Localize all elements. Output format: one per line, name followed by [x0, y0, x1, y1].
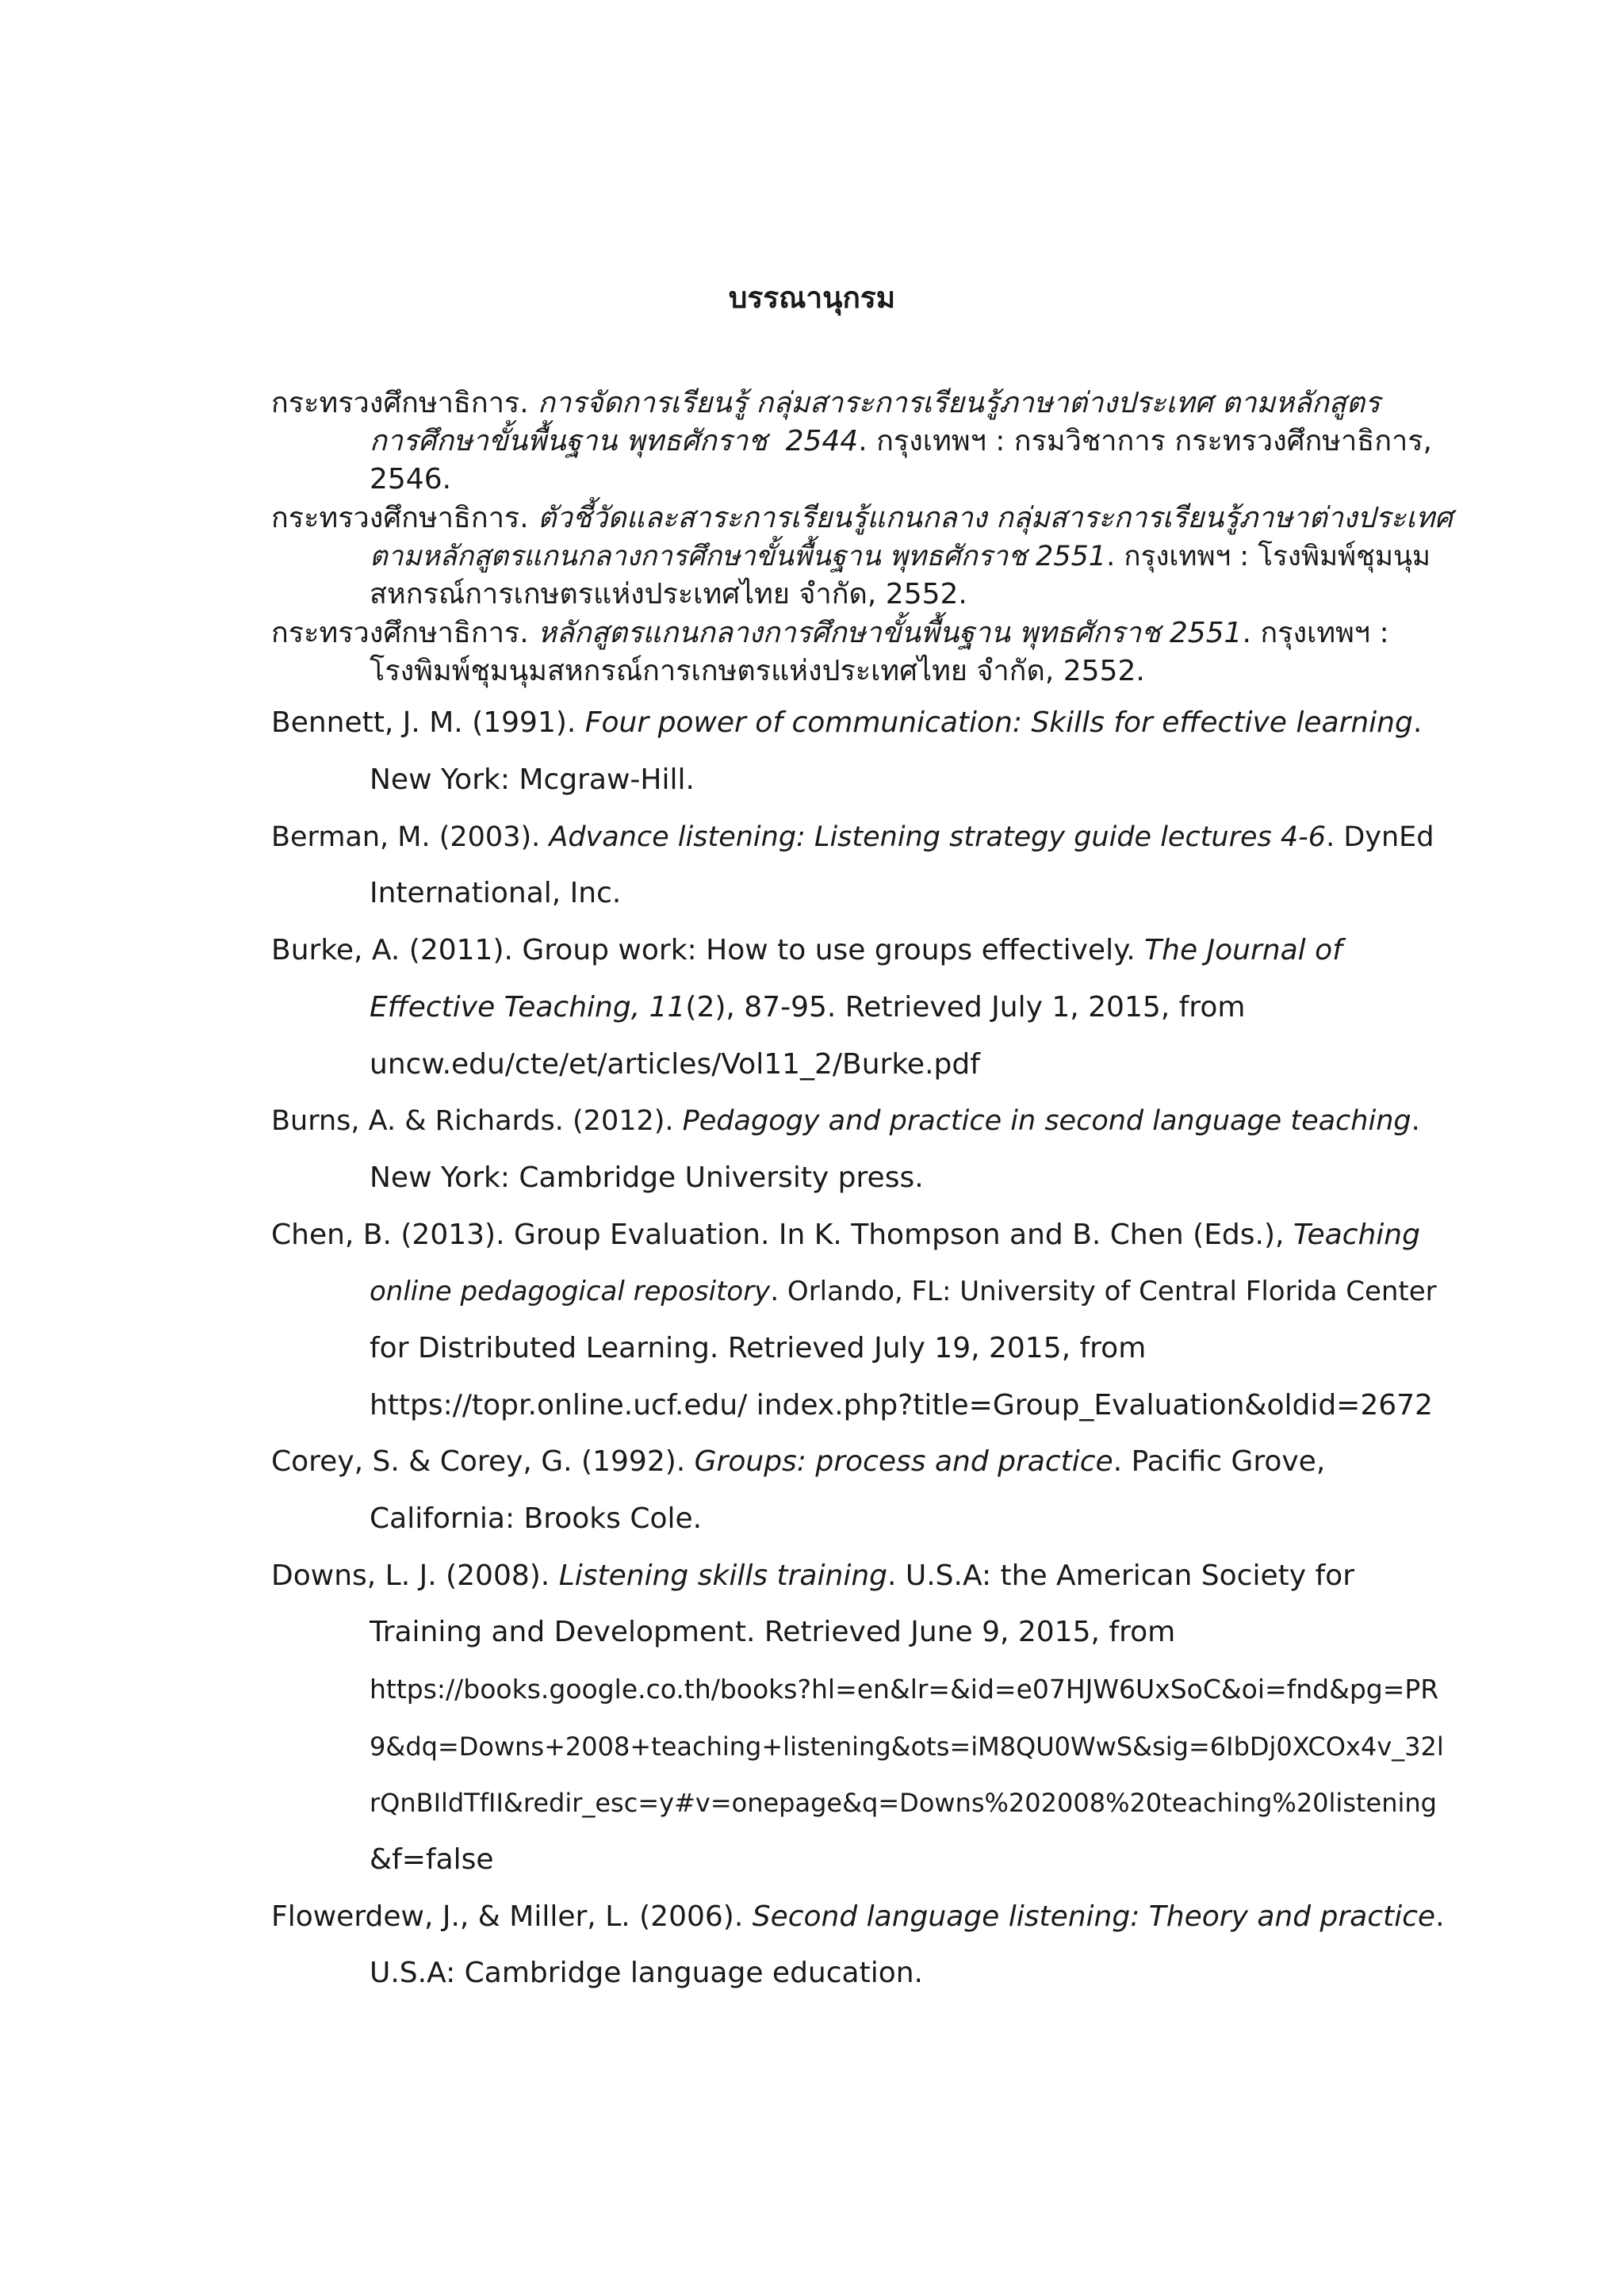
reference-publisher: New York: Mcgraw-Hill.: [370, 763, 695, 796]
reference-entry: Burns, A. & Richards. (2012). Pedagogy and practice in second language teaching.: [271, 1105, 1420, 1137]
reference-entry: [271, 1216, 1420, 1254]
reference-title: Groups: process and practice: [694, 1445, 1113, 1478]
reference-publisher: California: Brooks Cole.: [370, 1502, 703, 1535]
reference-url: 9&dq=Downs+2008+teaching+listening&ots=iM8QU0WwS&sig=6IbDj0XCOx4v_32l: [370, 1732, 1444, 1762]
reference-title: Listening skills training: [558, 1559, 887, 1592]
reference-author: Burke, A. (2011). Group work: How to use groups effectively.: [271, 934, 1145, 966]
reference-author: กระทรวงศึกษาธิการ.: [271, 387, 529, 419]
reference-title: การจัดการเรียนรู้ กลุ่มสาระการเรียนรู้ภาษาต่างประเทศ ตามหลักสูตร: [538, 387, 1381, 419]
reference-title: Effective Teaching, 11: [370, 991, 686, 1024]
reference-publisher: . กรุงเทพฯ :: [1242, 617, 1389, 649]
reference-author: Bennett, J. M. (1991).: [271, 706, 585, 739]
reference-url: &f=false: [370, 1843, 494, 1876]
reference-title: ตัวชี้วัดและสาระการเรียนรู้แกนกลาง กลุ่มสาระการเรียนรู้ภาษาต่างประเทศ: [538, 502, 1453, 534]
reference-title: หลักสูตรแกนกลางการศึกษาขั้นพื้นฐาน พุทธศักราช 2551: [538, 617, 1243, 649]
reference-author: Burns, A. & Richards. (2012).: [271, 1105, 683, 1137]
reference-url: uncw.edu/cte/et/articles/Vol11_2/Burke.pdf: [370, 1048, 980, 1081]
reference-author: Chen, B. (2013). Group Evaluation. In K. Thompson and B. Chen (Eds.),: [271, 1219, 1293, 1251]
reference-entry: [271, 614, 1389, 652]
reference-entry: [271, 1443, 1325, 1481]
reference-title: Second language listening: Theory and practice: [752, 1900, 1436, 1933]
reference-url: https://topr.online.ucf.edu/ index.php?title=Group_Evaluation&oldid=2672: [370, 1389, 1433, 1422]
reference-publisher: . กรุงเทพฯ : กรมวิชาการ กระทรวงศึกษาธิการ,: [858, 425, 1432, 457]
reference-author: กระทรวงศึกษาธิการ.: [271, 617, 529, 649]
reference-entry: [271, 499, 1453, 538]
reference-title: online pedagogical repository: [370, 1276, 771, 1307]
reference-title: Advance listening: Listening strategy guide lectures 4-6: [549, 821, 1327, 853]
reference-title: Teaching: [1293, 1219, 1420, 1251]
reference-url: https://books.google.co.th/books?hl=en&lr=&id=e07HJW6UxSoC&oi=fnd&pg=PR: [370, 1674, 1439, 1705]
reference-title: การศึกษาขั้นพื้นฐาน พุทธศักราช 2544: [370, 425, 859, 457]
page-title: บรรณานุกรม: [728, 281, 896, 315]
reference-author: Berman, M. (2003).: [271, 821, 550, 853]
reference-title: The Journal of: [1144, 934, 1342, 966]
reference-publisher: (2), 87-95. Retrieved July 1, 2015, from: [685, 991, 1246, 1024]
reference-title: Pedagogy and practice in second language teaching: [682, 1105, 1411, 1137]
reference-entry: [271, 932, 1342, 970]
reference-url: rQnBIldTfII&redir_esc=y#v=onepage&q=Downs%202008%20teaching%20listening: [370, 1788, 1437, 1818]
reference-publisher: สหกรณ์การเกษตรแห่งประเทศไทย จำกัด, 2552.: [370, 578, 967, 610]
reference-year: 2546.: [370, 463, 452, 496]
reference-author: Corey, S. & Corey, G. (1992).: [271, 1445, 695, 1478]
reference-publisher: New York: Cambridge University press.: [370, 1161, 924, 1194]
reference-publisher: International, Inc.: [370, 877, 622, 909]
reference-entry: Bennett, J. M. (1991). Four power of communication: Skills for effective learning.: [271, 706, 1423, 739]
reference-publisher: . กรุงเทพฯ : โรงพิมพ์ชุมนุม: [1106, 541, 1431, 572]
reference-title: Four power of communication: Skills for effective learning: [584, 706, 1413, 739]
reference-entry: [271, 1557, 1354, 1595]
reference-publisher: Training and Development. Retrieved June 9, 2015, from: [370, 1616, 1176, 1648]
reference-entry: [271, 385, 1380, 423]
reference-publisher: for Distributed Learning. Retrieved July 19, 2015, from: [370, 1332, 1147, 1364]
reference-publisher: . U.S.A: the American Society for: [887, 1559, 1354, 1592]
reference-author: Flowerdew, J., & Miller, L. (2006).: [271, 1900, 753, 1933]
reference-publisher: . Pacific Grove,: [1113, 1445, 1326, 1478]
reference-publisher: โรงพิมพ์ชุมนุมสหกรณ์การเกษตรแห่งประเทศไทย จำกัด, 2552.: [370, 655, 1145, 687]
reference-entry: Flowerdew, J., & Miller, L. (2006). Second language listening: Theory and practice.: [271, 1900, 1445, 1933]
reference-publisher: . DynEd: [1326, 821, 1434, 853]
reference-publisher: U.S.A: Cambridge language education.: [370, 1957, 923, 1989]
reference-publisher: . Orlando, FL: University of Central Florida Center: [770, 1276, 1437, 1307]
reference-title: ตามหลักสูตรแกนกลางการศึกษาขั้นพื้นฐาน พุทธศักราช 2551: [370, 541, 1107, 572]
reference-author: กระทรวงศึกษาธิการ.: [271, 502, 529, 534]
reference-author: Downs, L. J. (2008).: [271, 1559, 559, 1592]
reference-entry: [271, 818, 1434, 856]
